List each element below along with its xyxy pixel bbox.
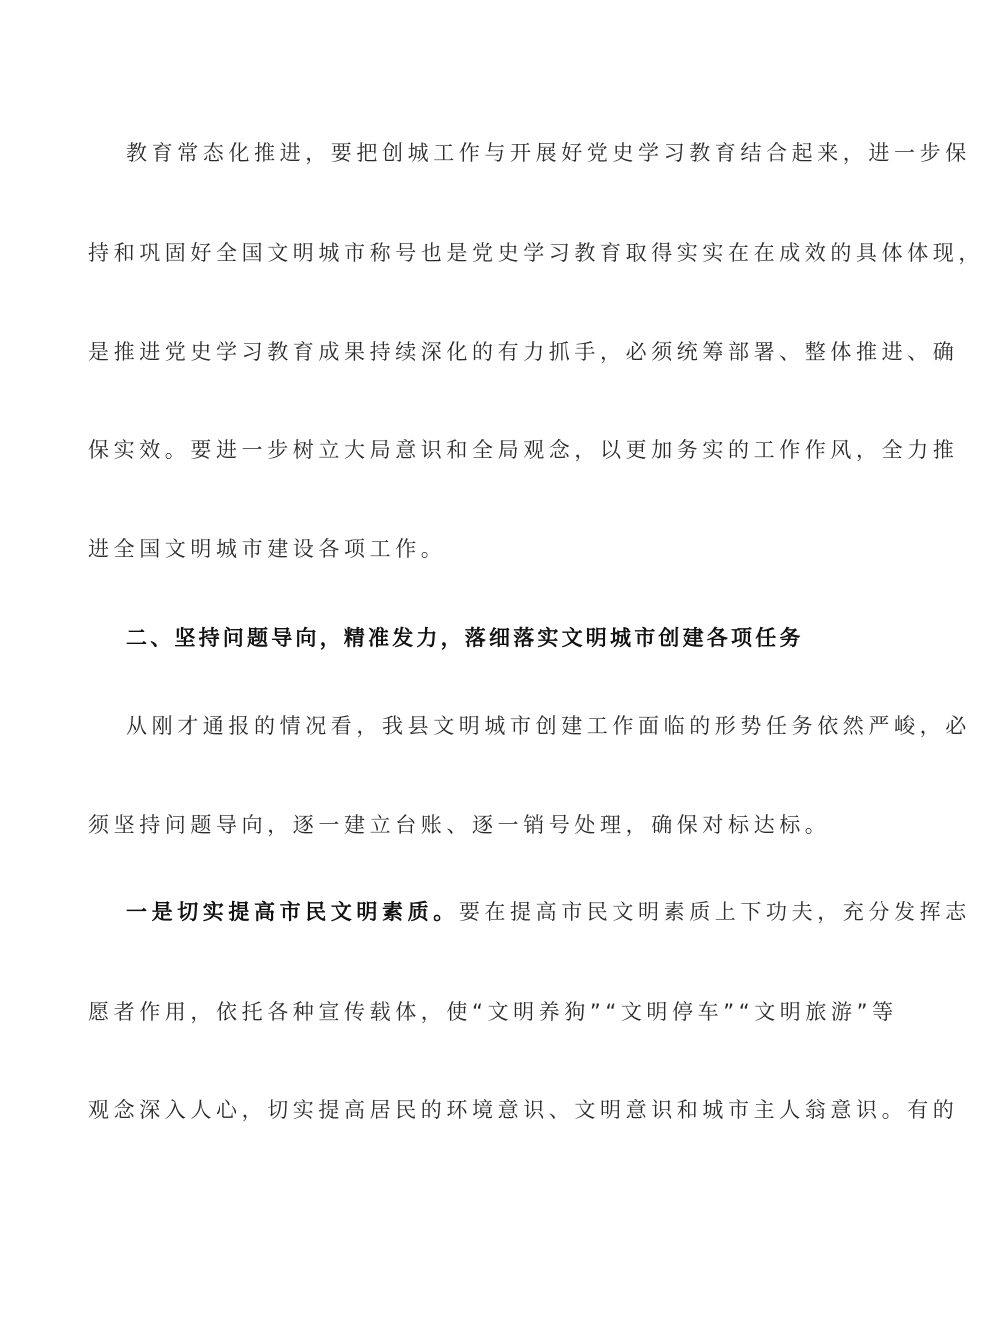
section-heading: 二、坚持问题导向，精准发力，落细落实文明城市创建各项任务 [126,626,804,650]
para2-line1: 从刚才通报的情况看，我县文明城市创建工作面临的形势任务依然严峻，必 [126,714,971,738]
para3-line1-rest: 要在提高市民文明素质上下功夫，充分发挥志 [458,900,971,924]
para1-line3: 是推进党史学习教育成果持续深化的有力抓手，必须统筹部署、整体推进、确 [88,340,959,364]
para3-line2: 愿者作用，依托各种宣传载体，使“文明养狗”“文明停车”“文明旅游”等 [88,1000,898,1024]
para1-line5: 进全国文明城市建设各项工作。 [88,537,447,561]
para3-line3: 观念深入人心，切实提高居民的环境意识、文明意识和城市主人翁意识。有的 [88,1098,959,1122]
para1-line1: 教育常态化推进，要把创城工作与开展好党史学习教育结合起来，进一步保 [126,141,971,165]
para1-line2: 持和巩固好全国文明城市称号也是党史学习教育取得实实在在成效的具体体现， [88,241,984,265]
para3-line1 [126,898,971,926]
para1-line4: 保实效。要进一步树立大局意识和全局观念，以更加务实的工作作风，全力推 [88,438,959,462]
para3-bold-lead: 一是切实提高市民文明素质。 [126,900,459,924]
para2-line2: 须坚持问题导向，逐一建立台账、逐一销号处理，确保对标达标。 [88,813,831,837]
